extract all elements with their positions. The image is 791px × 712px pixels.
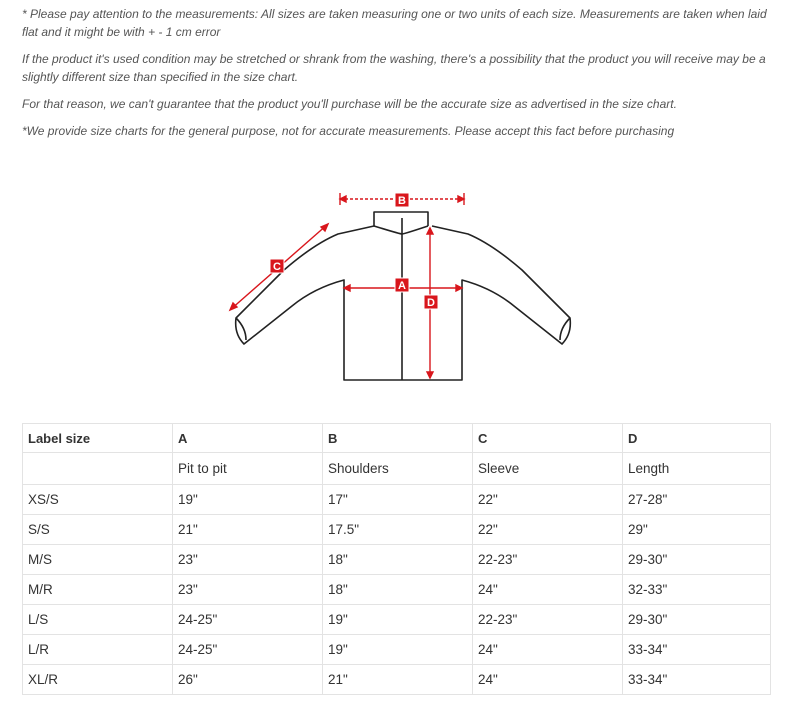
header-cell: D	[623, 424, 771, 453]
table-row	[23, 485, 771, 515]
table-cell: 18"	[323, 575, 473, 605]
table-row	[23, 515, 771, 545]
table-cell: 24"	[473, 635, 623, 665]
table-cell: 19"	[323, 605, 473, 635]
table-cell: M/R	[23, 575, 173, 605]
label-a-box	[395, 278, 409, 292]
table-cell: 24-25"	[173, 605, 323, 635]
label-d: D	[427, 297, 435, 309]
size-chart-table	[22, 423, 771, 695]
table-cell: 23"	[173, 575, 323, 605]
table-subheader-row	[23, 453, 771, 485]
table-cell: 22-23"	[473, 545, 623, 575]
table-cell: 24-25"	[173, 635, 323, 665]
table-cell: 29-30"	[623, 605, 771, 635]
label-b-box	[395, 193, 409, 207]
table-cell: 21"	[323, 665, 473, 695]
table-cell: 17.5"	[323, 515, 473, 545]
table-cell: 19"	[323, 635, 473, 665]
table-row	[23, 635, 771, 665]
table-cell: M/S	[23, 545, 173, 575]
table-cell: 17"	[323, 485, 473, 515]
jacket-outline	[236, 212, 571, 380]
table-cell: 22"	[473, 515, 623, 545]
table-cell: 21"	[173, 515, 323, 545]
table-cell: S/S	[23, 515, 173, 545]
table-cell: 24"	[473, 575, 623, 605]
measurement-notes	[22, 5, 782, 149]
table-cell: 23"	[173, 545, 323, 575]
header-cell: A	[173, 424, 323, 453]
table-cell: L/S	[23, 605, 173, 635]
table-row	[23, 665, 771, 695]
table-cell: 27-28"	[623, 485, 771, 515]
table-cell: XL/R	[23, 665, 173, 695]
label-c: C	[273, 261, 281, 273]
table-cell: 29"	[623, 515, 771, 545]
subheader-cell: Length	[623, 453, 771, 485]
jacket-measurement-diagram	[222, 188, 582, 388]
header-cell: Label size	[23, 424, 173, 453]
header-cell: B	[323, 424, 473, 453]
table-cell: 22-23"	[473, 605, 623, 635]
table-cell: 32-33"	[623, 575, 771, 605]
table-row	[23, 545, 771, 575]
table-cell: 24"	[473, 665, 623, 695]
table-cell: XS/S	[23, 485, 173, 515]
measurement-arrows	[230, 193, 464, 378]
table-cell: 33-34"	[623, 665, 771, 695]
header-cell: C	[473, 424, 623, 453]
table-row	[23, 575, 771, 605]
subheader-cell: Sleeve	[473, 453, 623, 485]
label-d-box	[424, 295, 438, 309]
note-paragraph: * Please pay attention to the measurements: All sizes are taken measuring one or two units of each size. Measurements are taken when laid flat and it might be with + - 1 cm error	[22, 7, 767, 39]
table-cell: 29-30"	[623, 545, 771, 575]
subheader-cell: Shoulders	[323, 453, 473, 485]
label-b: B	[398, 195, 406, 207]
table-cell: 22"	[473, 485, 623, 515]
table-row	[23, 605, 771, 635]
table-cell: 33-34"	[623, 635, 771, 665]
table-header-row	[23, 424, 771, 453]
note-paragraph: If the product it's used condition may be stretched or shrank from the washing, there's a possibility that the product you will receive may be a slightly different size than specified in the size chart.	[22, 52, 766, 84]
table-cell: L/R	[23, 635, 173, 665]
table-cell: 19"	[173, 485, 323, 515]
label-c-box	[270, 259, 284, 273]
table-cell: 26"	[173, 665, 323, 695]
note-paragraph: *We provide size charts for the general purpose, not for accurate measurements. Please accept this fact before purchasing	[22, 124, 675, 138]
subheader-cell: Pit to pit	[173, 453, 323, 485]
table-cell: 18"	[323, 545, 473, 575]
label-a: A	[398, 280, 406, 292]
note-paragraph: For that reason, we can't guarantee that the product you'll purchase will be the accurate size as advertised in the size chart.	[22, 97, 677, 111]
subheader-cell	[23, 453, 173, 485]
